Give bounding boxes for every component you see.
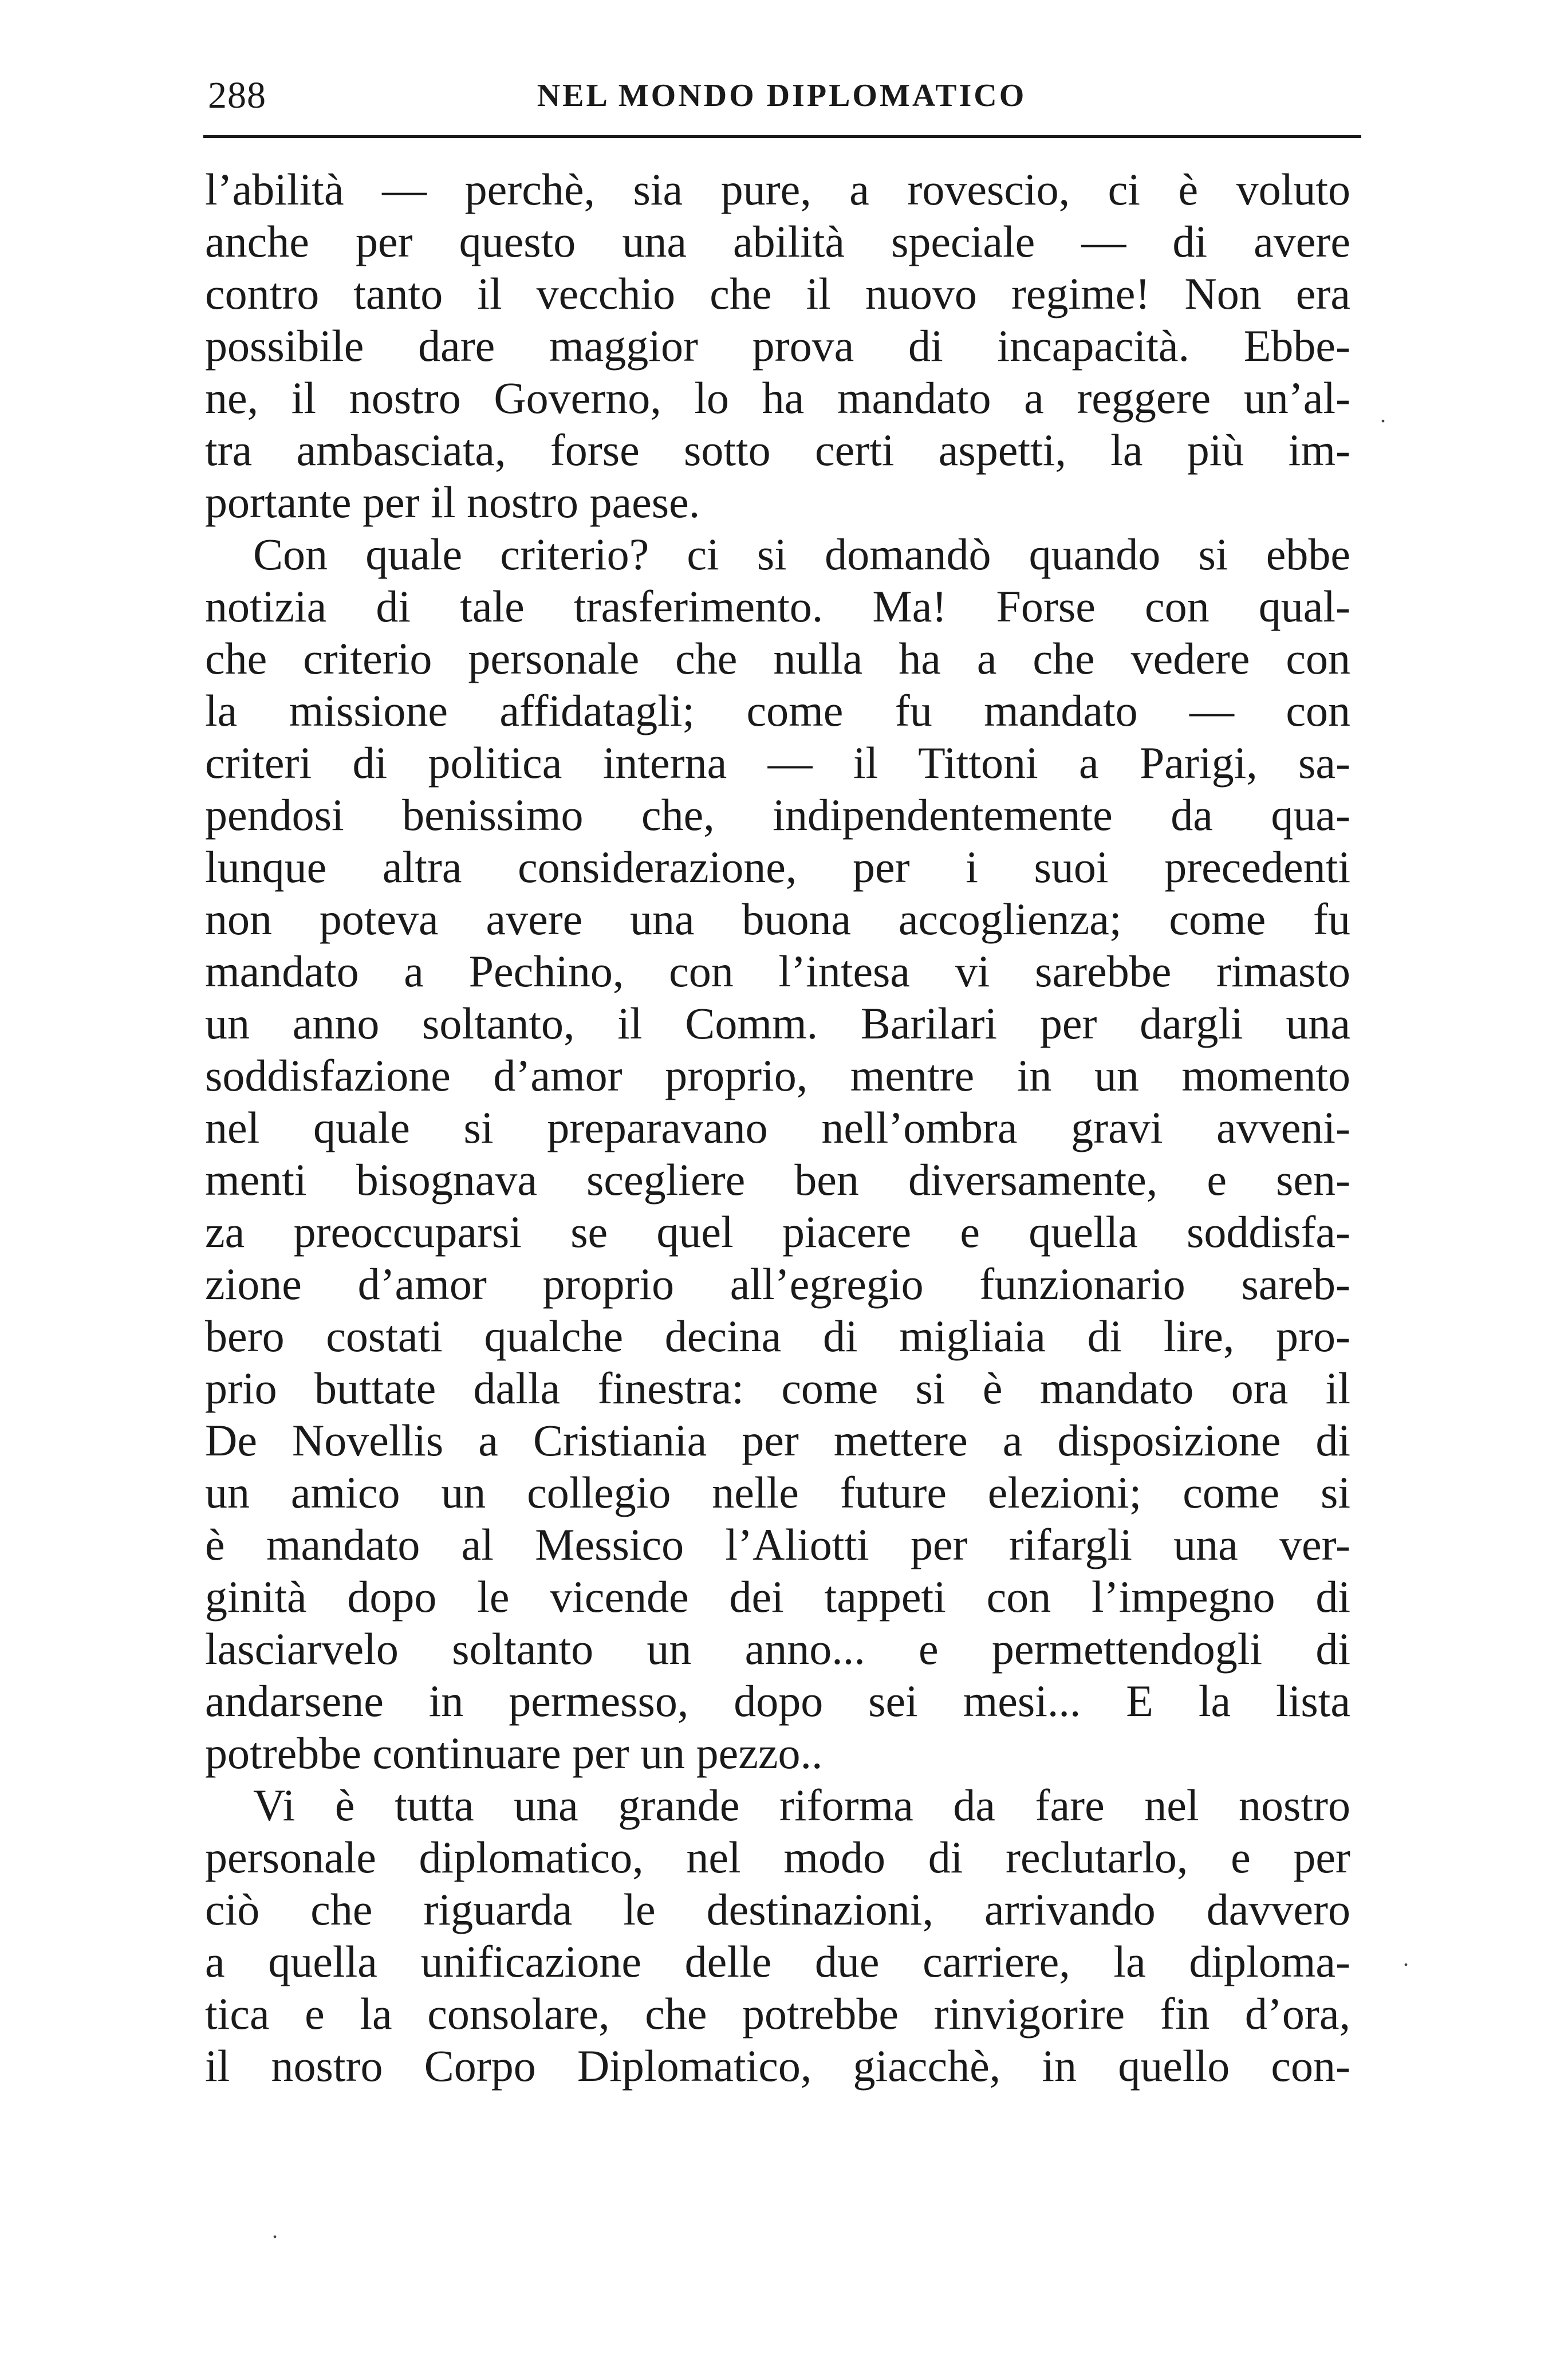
text-line: un anno soltanto, il Comm. Barilari per dargli una	[205, 998, 1350, 1048]
text-line: tra ambasciata, forse sotto certi aspetti, la più im-	[205, 425, 1350, 475]
running-title: NEL MONDO DIPLOMATICO	[537, 78, 1027, 113]
text-line: za preoccuparsi se quel piacere e quella soddisfa-	[205, 1207, 1350, 1257]
paragraph-start-line: Con quale criterio? ci si domandò quando si ebbe	[253, 529, 1350, 579]
text-line: lasciarvelo soltanto un anno... e permettendogli di	[205, 1624, 1350, 1674]
text-line: criteri di politica interna — il Tittoni a Parigi, sa-	[205, 738, 1350, 788]
paragraph-start-line: Vi è tutta una grande riforma da fare nel nostro	[253, 1780, 1350, 1830]
body-text	[205, 163, 1350, 2092]
text-line: nel quale si preparavano nell’ombra gravi avveni-	[205, 1103, 1350, 1152]
text-line: la missione affidatagli; come fu mandato — con	[205, 686, 1350, 735]
text-line: un amico un collegio nelle future elezioni; come si	[205, 1467, 1350, 1517]
text-line: non poteva avere una buona accoglienza; come fu	[205, 894, 1350, 944]
text-line: contro tanto il vecchio che il nuovo regime! Non era	[205, 269, 1350, 318]
margin-speck: .	[272, 2217, 278, 2243]
text-line: il nostro Corpo Diplomatico, giacchè, in quello con-	[205, 2041, 1350, 2091]
text-line: lunque altra considerazione, per i suoi precedenti	[205, 842, 1350, 892]
header-rule	[203, 135, 1361, 138]
text-line: portante per il nostro paese.	[205, 477, 700, 527]
text-line: notizia di tale trasferimento. Ma! Forse con qual-	[205, 581, 1350, 631]
text-line: è mandato al Messico l’Aliotti per rifargli una ver-	[205, 1520, 1350, 1569]
text-line: mandato a Pechino, con l’intesa vi sarebbe rimasto	[205, 946, 1350, 996]
text-line: ciò che riguarda le destinazioni, arrivando davvero	[205, 1884, 1350, 1934]
text-line: menti bisognava scegliere ben diversamente, e sen-	[205, 1155, 1350, 1205]
text-line: bero costati qualche decina di migliaia di lire, pro-	[205, 1311, 1350, 1361]
text-line: prio buttate dalla finestra: come si è mandato ora il	[205, 1363, 1350, 1413]
running-header	[203, 66, 1360, 129]
text-line: zione d’amor proprio all’egregio funzionario sareb-	[205, 1259, 1350, 1309]
text-line: De Novellis a Cristiania per mettere a disposizione di	[205, 1415, 1350, 1465]
text-line: anche per questo una abilità speciale — di avere	[205, 217, 1350, 266]
text-line: tica e la consolare, che potrebbe rinvigorire fin d’ora,	[205, 1989, 1350, 2039]
text-line: l’abilità — perchè, sia pure, a rovescio, ci è voluto	[205, 164, 1350, 214]
text-line: andarsene in permesso, dopo sei mesi... E la lista	[205, 1676, 1350, 1726]
text-line: potrebbe continuare per un pezzo..	[205, 1728, 823, 1778]
text-line: pendosi benissimo che, indipendentemente da qua-	[205, 790, 1350, 840]
margin-speck: .	[1403, 1945, 1409, 1971]
text-line: a quella unificazione delle due carriere, la diploma-	[205, 1937, 1350, 1986]
text-line: che criterio personale che nulla ha a che vedere con	[205, 633, 1350, 683]
text-line: ne, il nostro Governo, lo ha mandato a reggere un’al-	[205, 373, 1350, 423]
margin-speck: .	[1380, 402, 1386, 427]
text-line: ginità dopo le vicende dei tappeti con l’impegno di	[205, 1572, 1350, 1622]
page-number: 288	[208, 74, 266, 116]
text-line: soddisfazione d’amor proprio, mentre in un momento	[205, 1050, 1350, 1100]
text-line: personale diplomatico, nel modo di reclutarlo, e per	[205, 1832, 1350, 1882]
text-line: possibile dare maggior prova di incapacità. Ebbe-	[205, 321, 1350, 371]
